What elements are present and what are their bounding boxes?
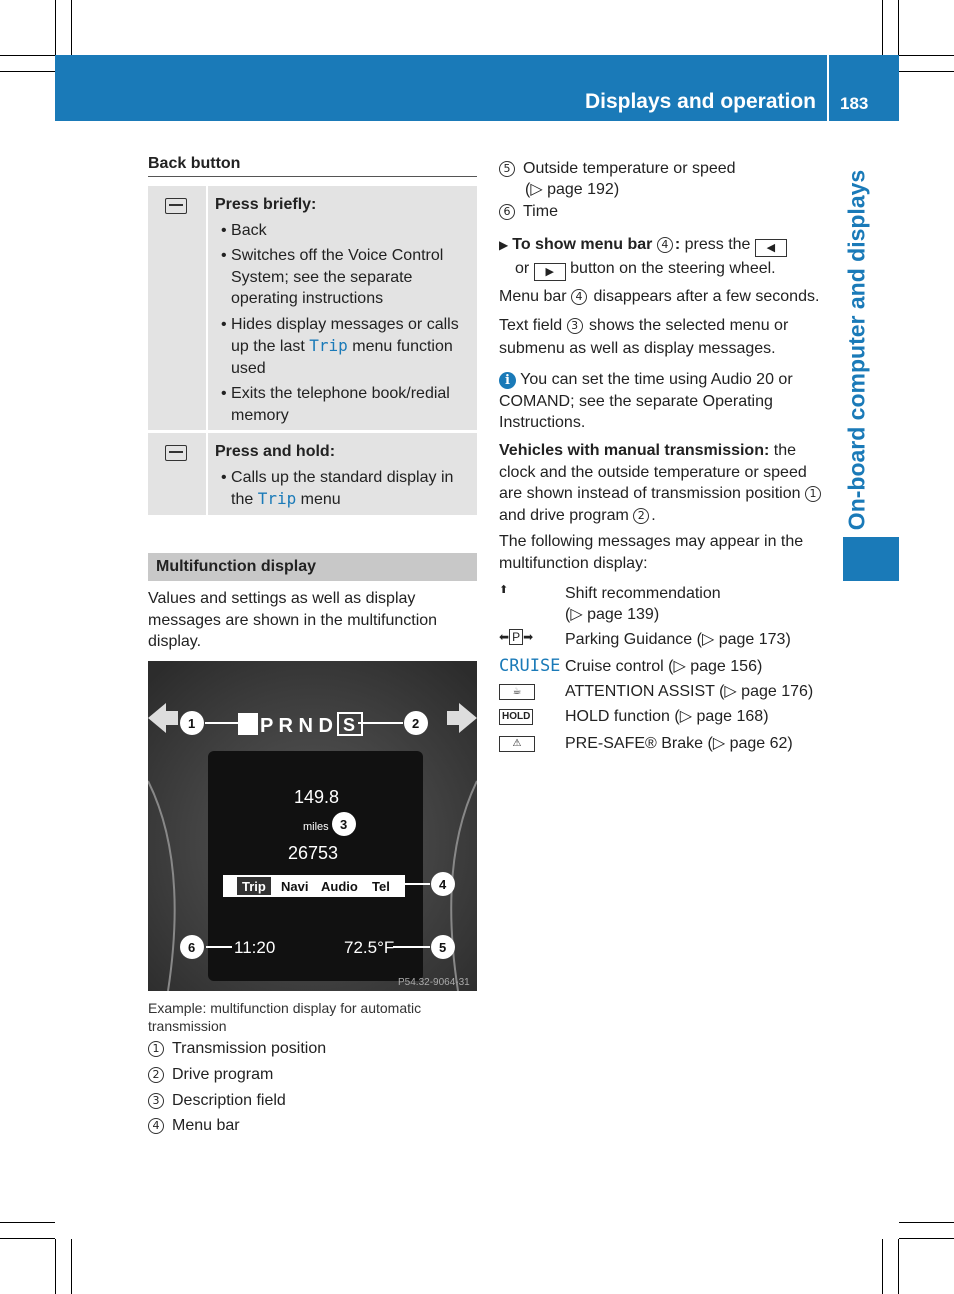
menu-item-tel: Tel (372, 879, 390, 894)
drive-program: S (343, 715, 356, 735)
legend-item: 3 Description field (148, 1092, 286, 1110)
crop-mark (882, 1239, 883, 1294)
crop-mark (0, 1238, 55, 1239)
info-text: You can set the time using Audio 20 or COMAND; see the separate Operating Instructions. (499, 371, 793, 431)
trip-menu-label: Trip (257, 489, 297, 508)
pre-safe-icon: ⚠ (499, 733, 559, 752)
side-tab-marker (843, 537, 899, 581)
image-code: P54.32-9064-31 (398, 977, 470, 988)
list-item: • Exits the telephone book/redial memory (221, 385, 450, 424)
callout-1 (180, 711, 204, 735)
list-item: • Hides display messages or calls up the last Trip menu function used (221, 315, 459, 377)
table-cell-text (215, 194, 471, 426)
info-note (499, 369, 819, 434)
section-heading-multifunction: Multifunction display (148, 553, 477, 581)
crop-mark (899, 1238, 954, 1239)
list-item: • Back (221, 221, 267, 239)
legend-item: 4 Menu bar (148, 1117, 240, 1135)
crop-mark (71, 1239, 72, 1294)
svg-text:5: 5 (439, 940, 447, 955)
intro-paragraph: Values and settings as well as display messages are shown in the multifunction display. (148, 590, 438, 650)
row-title: Press briefly: (215, 196, 317, 213)
list-item: • Calls up the standard display in the Trip menu (221, 468, 454, 508)
row-title: Press and hold: (215, 443, 336, 460)
side-tab-label: On-board computer and displays (843, 169, 870, 531)
back-button-icon-cell (148, 433, 208, 515)
legend-item: 2 Drive program (148, 1066, 273, 1084)
callout-3 (332, 812, 356, 836)
gear-p-box (238, 713, 258, 735)
callout-6 (180, 935, 204, 959)
crop-mark (898, 1239, 899, 1294)
back-button-icon (165, 445, 187, 461)
legend-item: 1 Transmission position (148, 1040, 326, 1058)
crop-mark (899, 71, 954, 72)
menu-item-navi: Navi (281, 879, 309, 894)
crop-mark (882, 0, 883, 55)
back-button-icon (165, 198, 187, 214)
steering-left-button-icon: ◀ (755, 239, 787, 257)
callout-4 (431, 872, 455, 896)
paragraph-text-field: Text field 3 shows the selected menu or submenu as well as display messages. (499, 317, 789, 357)
section-heading-back-button: Back button (148, 155, 477, 177)
crop-mark (0, 71, 55, 72)
multifunction-display-image (148, 661, 477, 991)
crop-mark (55, 0, 56, 55)
paragraph-menu-bar: Menu bar 4 disappears after a few seconds. (499, 288, 820, 305)
steering-right-button-icon: ▶ (534, 263, 566, 281)
table-row-press-and-hold (148, 433, 477, 515)
crop-mark (899, 55, 954, 56)
crop-mark (898, 0, 899, 55)
hold-icon: HOLD (499, 706, 559, 725)
figure-caption: Example: multifunction display for automatic transmission (148, 1000, 422, 1034)
svg-text:2: 2 (412, 716, 420, 731)
display-value-1: 149.8 (294, 787, 340, 807)
side-tab-label-wrap (843, 170, 871, 530)
legend-item: 6 Time (499, 203, 558, 221)
header-divider (827, 55, 829, 121)
display-temp: 72.5°F (344, 938, 395, 957)
display-value-2: 26753 (288, 843, 339, 863)
trip-menu-label: Trip (309, 336, 348, 355)
crop-mark (0, 1222, 55, 1223)
legend-item: 5 Outside temperature or speed (▷ page 192) (499, 158, 736, 200)
shift-up-icon: ⬆ (499, 584, 509, 596)
paragraph-following: The following messages may appear in the multifunction display: (499, 533, 804, 572)
svg-text:4: 4 (439, 877, 447, 892)
menu-item-audio: Audio (321, 879, 358, 894)
paragraph-manual-transmission: Vehicles with manual transmission: the clock and the outside temperature or speed are shown instead of transmission position 1 and drive program 2 . (499, 440, 829, 526)
table-cell-text (215, 441, 471, 511)
crop-mark (55, 1239, 56, 1294)
crop-mark (0, 55, 55, 56)
crop-mark (899, 1222, 954, 1223)
back-button-icon-cell (148, 186, 208, 430)
list-item: • Switches off the Voice Control System; see the separate operating instructions (221, 247, 444, 307)
parking-guidance-icon: ⬅ P ➡ (499, 630, 534, 644)
page-number: 183 (840, 94, 869, 113)
svg-text:6: 6 (188, 940, 196, 955)
page-title: Displays and operation (584, 90, 816, 113)
info-icon: i (499, 372, 516, 389)
instruction-show-menu: ▶ To show menu bar 4 : press the ◀ or ▶ button on the steering wheel. (499, 233, 819, 281)
coffee-cup-icon: ☕ (499, 681, 559, 700)
callout-2 (404, 711, 428, 735)
cruise-icon: CRUISE (499, 656, 561, 676)
gear-indicator: P R N D (260, 715, 333, 737)
display-unit: miles (303, 821, 329, 833)
svg-text:3: 3 (340, 817, 348, 832)
callout-5 (431, 935, 455, 959)
menu-item-trip: Trip (242, 879, 266, 894)
display-time: 11:20 (234, 938, 276, 957)
crop-mark (71, 0, 72, 55)
svg-text:1: 1 (188, 716, 196, 731)
table-row-press-briefly (148, 186, 477, 430)
step-arrow-icon: ▶ (499, 238, 509, 252)
